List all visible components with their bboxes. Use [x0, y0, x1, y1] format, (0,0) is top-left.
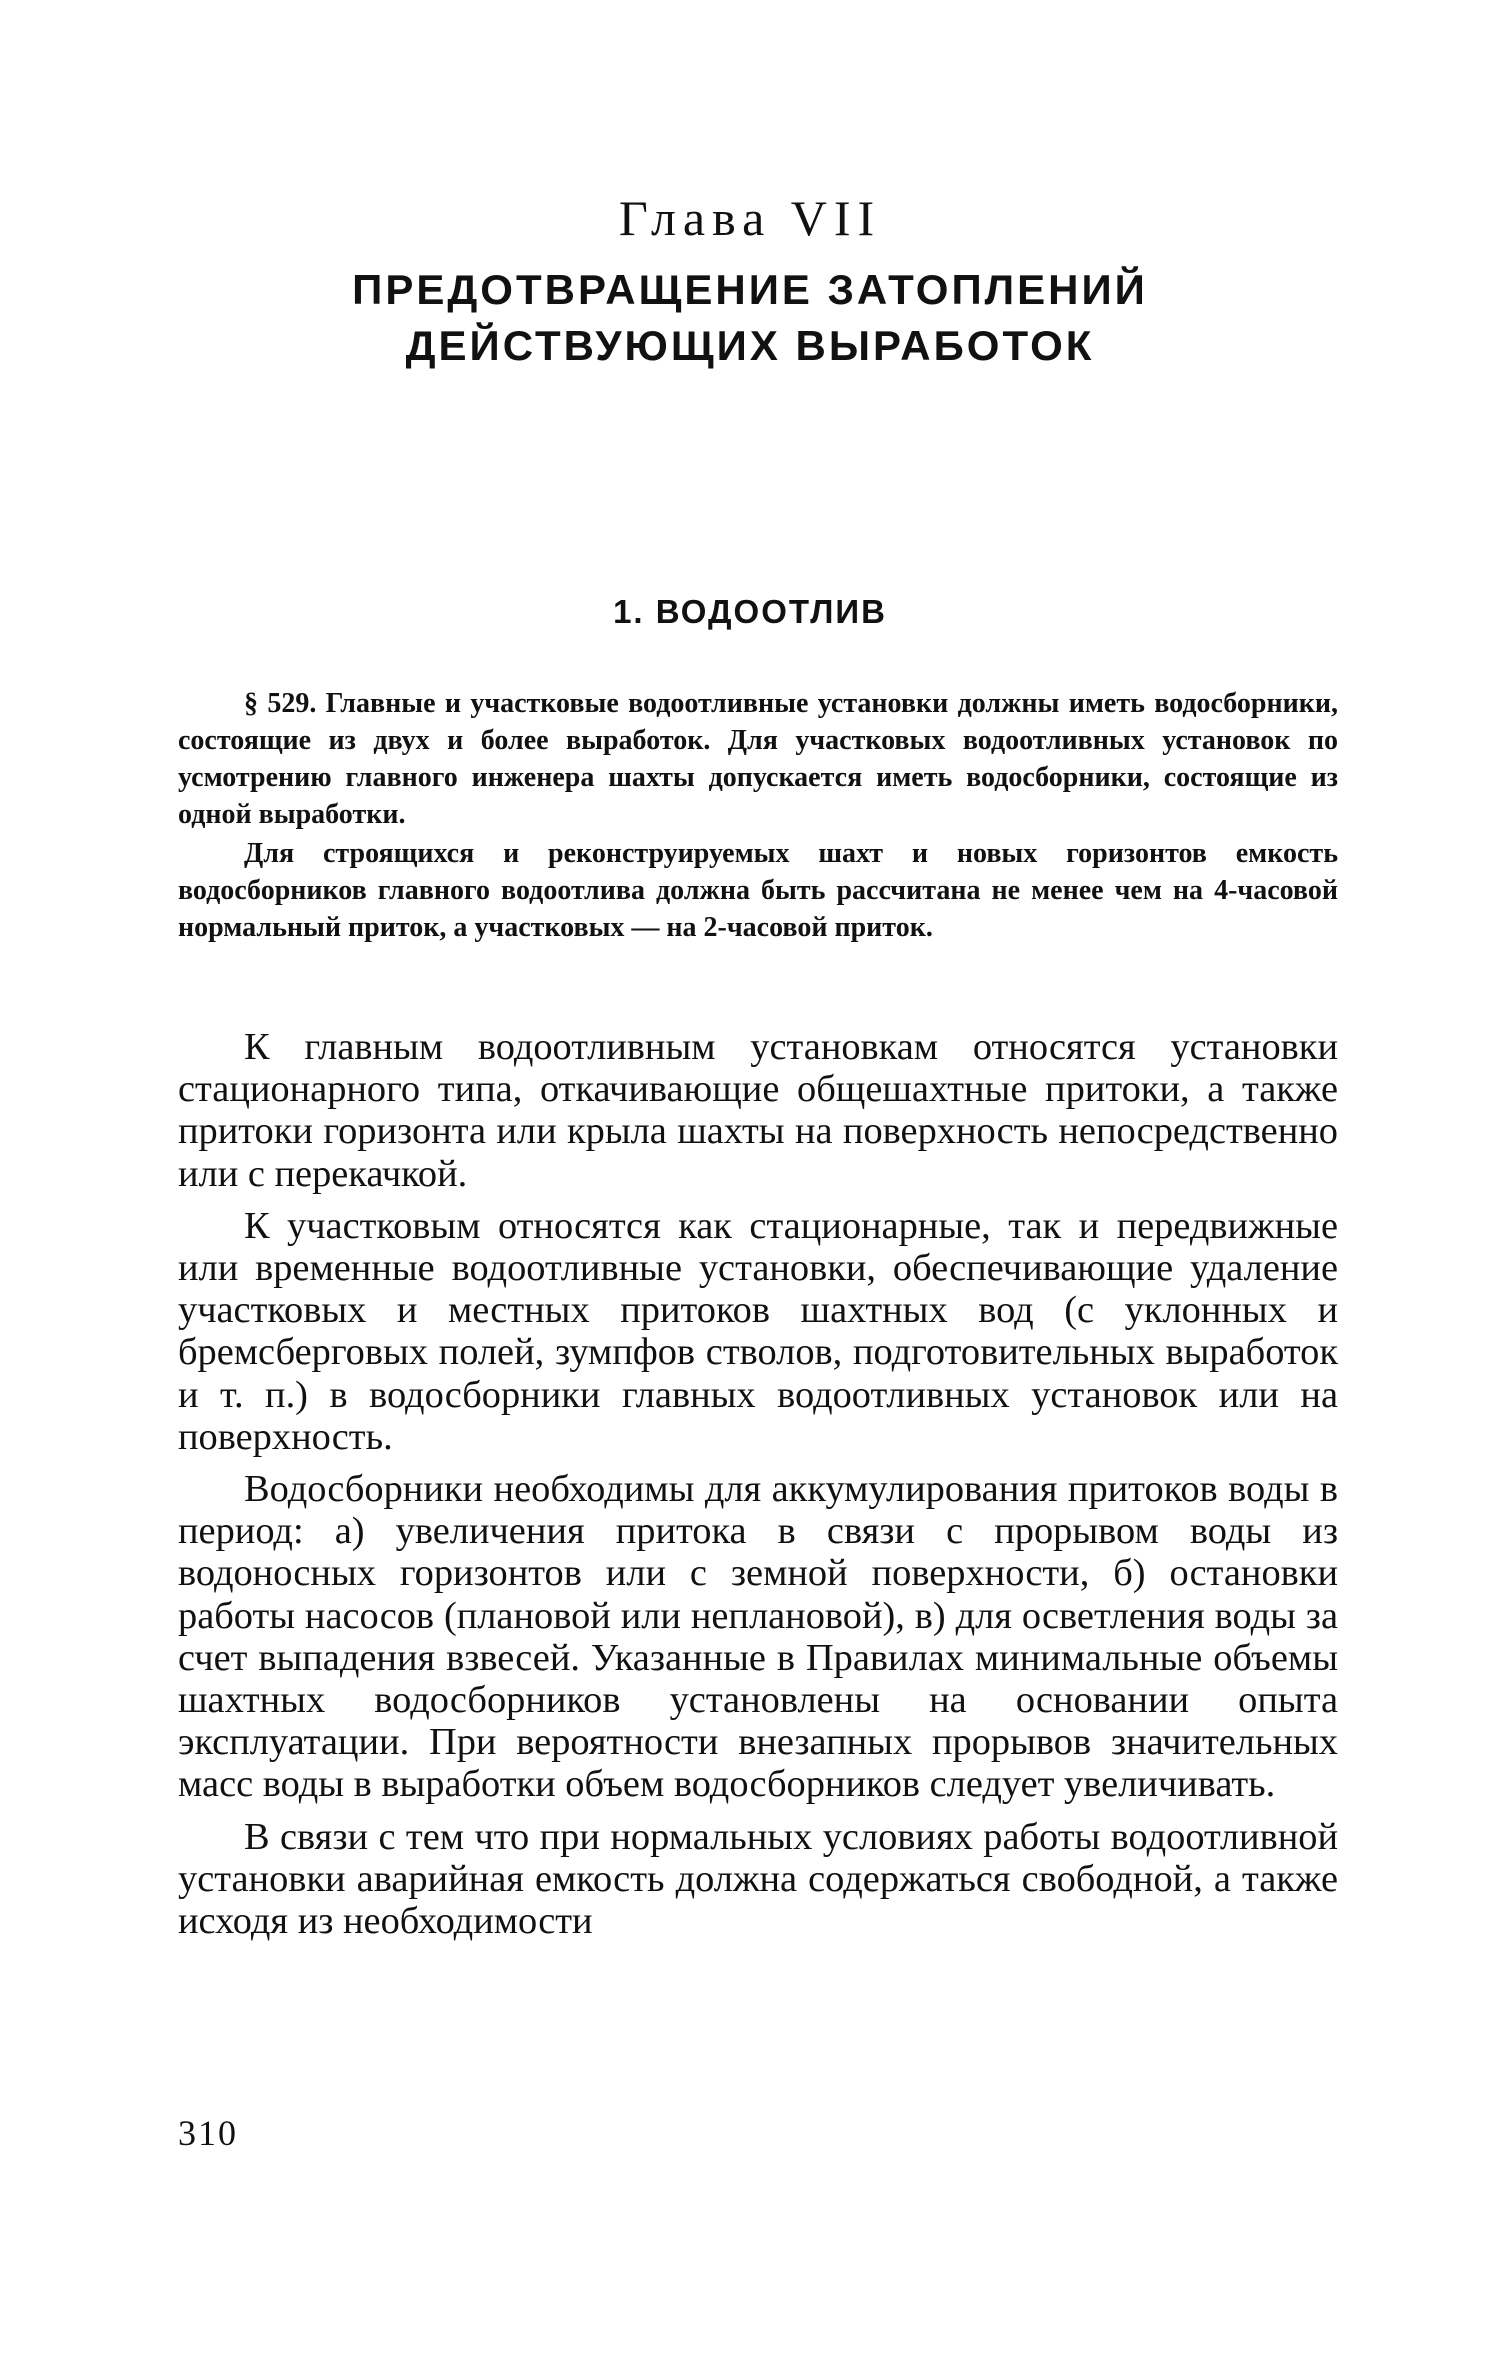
page-number: 310 [178, 2113, 238, 2153]
rule-paragraph-1: § 529. Главные и участковые водоотливные установки должны иметь водосборники, состоящие из двух и более выработок. Для участковых водоотливных установок по усмотрению главного инженера шахты допускается иметь водосборники, состоящие из одной выработки. [178, 688, 1338, 830]
commentary-paragraph-1: К главным водоотливным установкам относятся установки стационарного типа, откачивающие общешахтные притоки, а также притоки горизонта или крыла шахты на поверхность непосредственно или с перекачкой. [178, 1026, 1338, 1195]
chapter-title-line-2: ДЕЙСТВУЮЩИХ ВЫРАБОТОК [405, 322, 1095, 369]
commentary-paragraph-3: Водосборники необходимы для аккумулирования притоков воды в период: а) увеличения притока в связи с прорывом воды из водоносных горизонтов или с земной поверхности, б) остановки работы насосов (плановой или неплановой), в) для осветления воды за счет выпадения взвесей. Указанные в Правилах минимальные объемы шахтных водосборников установлены на основании опыта эксплуатации. При вероятности внезапных прорывов значительных масс воды в выработки объем водосборников следует увеличивать. [178, 1468, 1338, 1806]
rule-text-block [178, 685, 1338, 946]
commentary-text-block [178, 1026, 1338, 1942]
chapter-title-line-1: ПРЕДОТВРАЩЕНИЕ ЗАТОПЛЕНИЙ [352, 266, 1148, 313]
commentary-paragraph-2: К участковым относятся как стационарные, так и передвижные или временные водоотливные установки, обеспечивающие удаление участковых и местных притоков шахтных вод (с уклонных и бремсберговых полей, зумпфов стволов, подготовительных выработок и т. п.) в водосборники главных водоотливных установок или на поверхность. [178, 1204, 1338, 1458]
section-heading: 1. ВОДООТЛИВ [613, 593, 887, 630]
rule-paragraph-2: Для строящихся и реконструируемых шахт и новых горизонтов емкость водосборников главного водоотлива должна быть рассчитана не менее чем на 4-часовой нормальный приток, а участковых — на 2-часовой приток. [178, 838, 1338, 943]
chapter-title [0, 262, 1500, 374]
commentary-paragraph-4: В связи с тем что при нормальных условиях работы водоотливной установки аварийная емкость должна содержаться свободной, а также исходя из необходимости [178, 1815, 1338, 1943]
chapter-label: Глава VII [618, 190, 882, 246]
